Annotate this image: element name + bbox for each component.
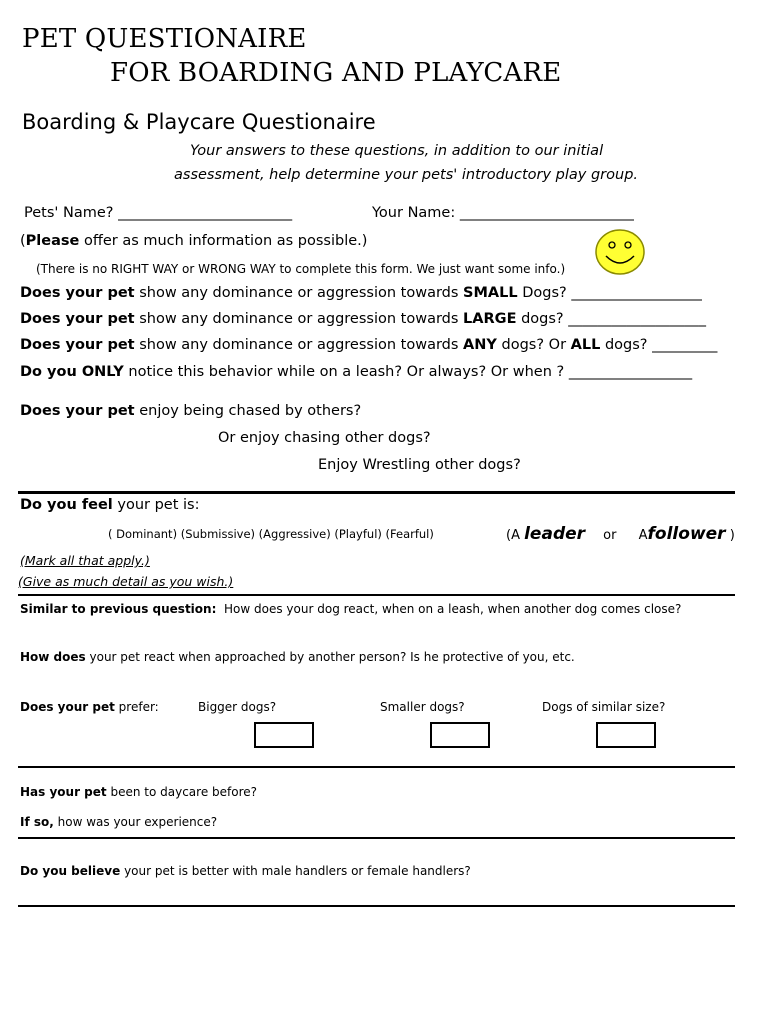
section-divider xyxy=(18,491,735,494)
temperament-question xyxy=(20,497,200,513)
smiley-face-icon xyxy=(594,228,646,276)
leash-react-lead: Similar to previous question: xyxy=(20,602,217,616)
form-title-line2: FOR BOARDING AND PLAYCARE xyxy=(110,58,562,88)
your-name-field[interactable]: ________________________ xyxy=(459,205,634,221)
or-text: or xyxy=(603,528,617,543)
section-divider xyxy=(18,837,735,839)
leader-follower-choice xyxy=(506,524,735,544)
section-divider xyxy=(18,594,735,596)
aggression-any-question xyxy=(20,337,717,353)
handlers-question xyxy=(20,864,471,878)
daycare-lead: Has your pet xyxy=(20,785,107,799)
pets-name-label: Pets' Name? xyxy=(24,205,114,221)
preference-rest: prefer: xyxy=(118,700,159,714)
aggression-small-lead: Does your pet xyxy=(20,285,135,301)
aggression-small-answer[interactable]: Dogs? __________________ xyxy=(522,285,702,301)
intro-line1: Your answers to these questions, in addition to our initial xyxy=(190,143,604,159)
chasing-question xyxy=(20,403,361,419)
similar-size-checkbox[interactable] xyxy=(596,722,656,748)
aggression-small-mid: show any dominance or aggression towards xyxy=(139,285,459,301)
your-name-question xyxy=(372,205,634,221)
aggression-small-emph: SMALL xyxy=(463,285,518,301)
form-title-line1: PET QUESTIONAIRE xyxy=(22,24,307,54)
approach-rest: your pet react when approached by another person? Is he protective of you, etc. xyxy=(89,650,575,664)
section-divider xyxy=(18,905,735,907)
follower-close-paren: ) xyxy=(729,528,735,543)
preference-question xyxy=(20,700,159,714)
temperament-lead: Do you feel xyxy=(20,497,113,513)
mark-all-note: (Mark all that apply.) xyxy=(20,553,150,568)
aggression-any-tail: dogs? Or xyxy=(501,337,567,353)
leash-react-question xyxy=(20,602,681,616)
temperament-options[interactable]: ( Dominant) (Submissive) (Aggressive) (Playful) (Fearful) xyxy=(108,527,434,541)
daycare-question xyxy=(20,785,257,799)
smaller-dogs-label: Smaller dogs? xyxy=(380,700,465,714)
similar-size-label: Dogs of similar size? xyxy=(542,700,666,714)
handlers-rest: your pet is better with male handlers or female handlers? xyxy=(124,864,471,878)
follower-option[interactable]: follower xyxy=(647,524,726,544)
aggression-large-lead: Does your pet xyxy=(20,311,135,327)
daycare-rest: been to daycare before? xyxy=(110,785,258,799)
temperament-rest: your pet is: xyxy=(117,497,200,513)
daycare-experience-question xyxy=(20,815,217,829)
approach-question xyxy=(20,650,575,664)
handlers-lead: Do you believe xyxy=(20,864,121,878)
chasing-rest: enjoy being chased by others? xyxy=(139,403,362,419)
no-right-way-note: (There is no RIGHT WAY or WRONG WAY to complete this form. We just want some info.) xyxy=(36,262,566,276)
pets-name-field[interactable]: ________________________ xyxy=(118,205,293,221)
aggression-large-answer[interactable]: dogs? ___________________ xyxy=(521,311,706,327)
aggression-all-emph: ALL xyxy=(570,337,601,353)
intro-line2: assessment, help determine your pets' introductory play group. xyxy=(174,167,639,183)
aggression-any-emph: ANY xyxy=(463,337,497,353)
please-bold: Please xyxy=(25,233,80,249)
aggression-any-answer[interactable]: dogs? _________ xyxy=(604,337,718,353)
wrestling-question: Enjoy Wrestling other dogs? xyxy=(318,457,521,473)
leash-only-lead: Do you ONLY xyxy=(20,364,124,380)
leader-option[interactable]: leader xyxy=(524,524,586,544)
aggression-any-mid: show any dominance or aggression towards xyxy=(139,337,464,353)
aggression-large-emph: LARGE xyxy=(463,311,517,327)
aggression-large-question xyxy=(20,311,706,327)
bigger-dogs-label: Bigger dogs? xyxy=(198,700,277,714)
your-name-label: Your Name: xyxy=(372,205,456,221)
section-divider xyxy=(18,766,735,768)
aggression-small-question xyxy=(20,285,702,301)
approach-lead: How does xyxy=(20,650,86,664)
leash-react-rest: How does your dog react, when on a leash, when another dog comes close? xyxy=(224,602,682,616)
form-subtitle: Boarding & Playcare Questionaire xyxy=(22,110,376,134)
please-rest: offer as much information as possible.) xyxy=(83,233,368,249)
daycare-if-lead: If so, xyxy=(20,815,54,829)
leash-only-answer[interactable]: notice this behavior while on a leash? Or always? Or when ? _________________ xyxy=(128,364,693,380)
aggression-large-mid: show any dominance or aggression towards xyxy=(139,311,459,327)
please-open-paren: ( xyxy=(20,233,26,249)
detail-note: (Give as much detail as you wish.) xyxy=(18,574,234,589)
chasing-lead: Does your pet xyxy=(20,403,135,419)
daycare-if-rest: how was your experience? xyxy=(57,815,218,829)
please-note xyxy=(20,233,367,249)
pets-name-question xyxy=(24,205,292,221)
smaller-dogs-checkbox[interactable] xyxy=(430,722,490,748)
bigger-dogs-checkbox[interactable] xyxy=(254,722,314,748)
leader-prefix: (A xyxy=(506,528,520,543)
chasing-others-question: Or enjoy chasing other dogs? xyxy=(218,430,431,446)
leash-only-question xyxy=(20,364,692,380)
preference-lead: Does your pet xyxy=(20,700,115,714)
aggression-any-lead: Does your pet xyxy=(20,337,135,353)
follower-prefix: A xyxy=(638,528,648,543)
